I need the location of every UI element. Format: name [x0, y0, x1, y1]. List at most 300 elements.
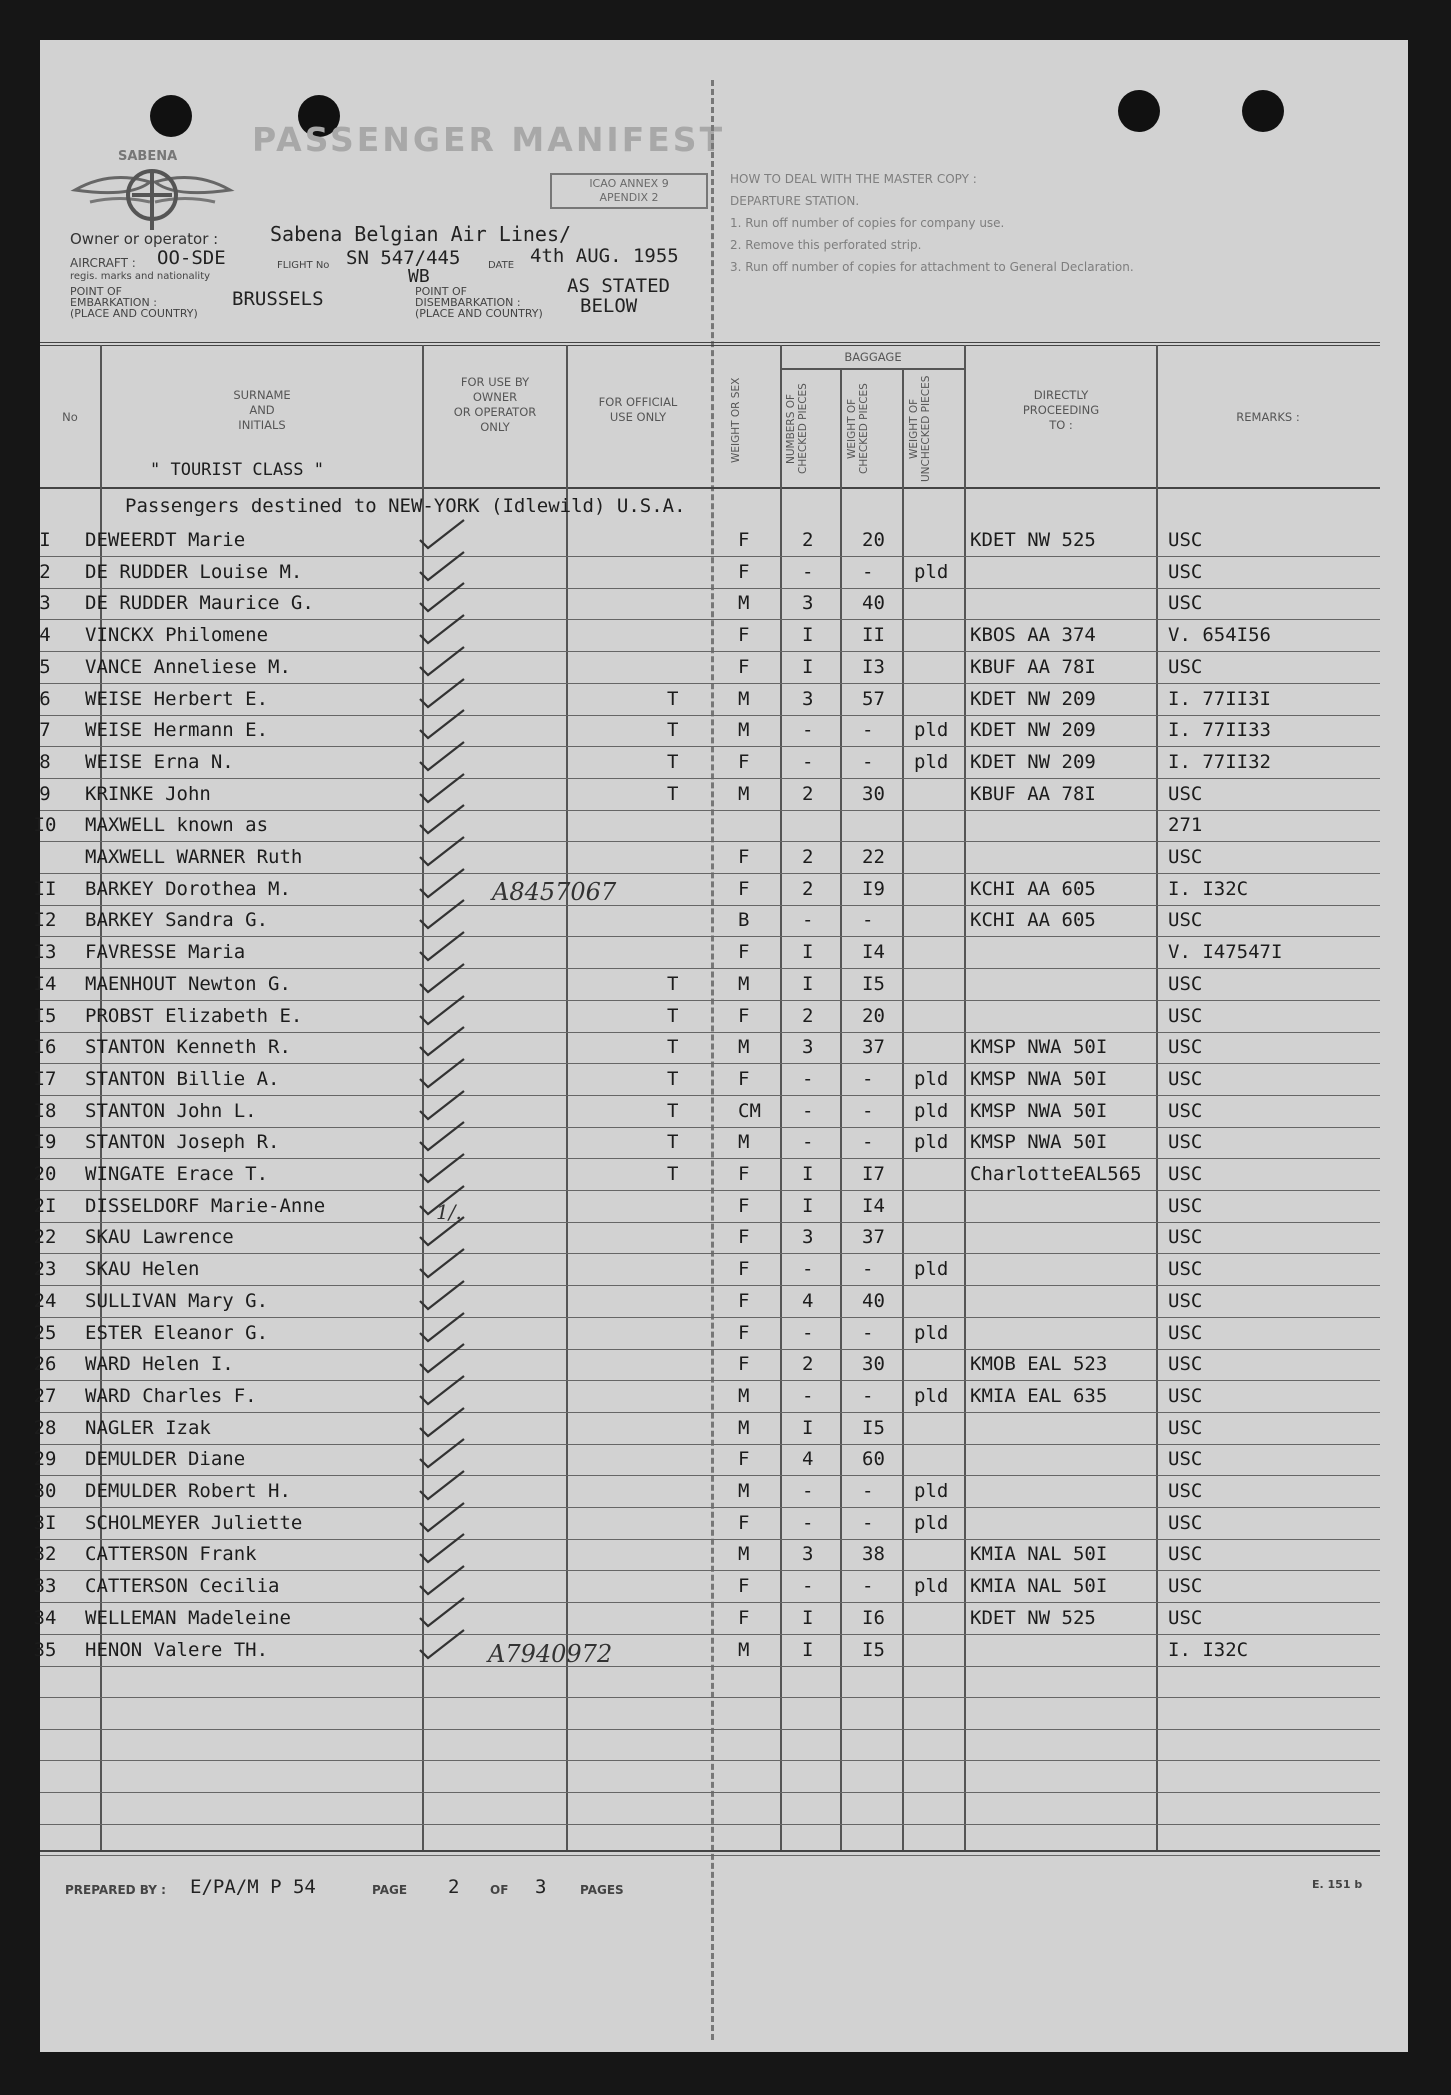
header-unchecked-weight: WEIGHT OF UNCHECKED PIECES [908, 375, 932, 483]
prepared-by-value: E/PA/M P 54 [190, 1876, 316, 1898]
remarks-value: I. I32C [1168, 877, 1249, 900]
remarks-value: USC [1168, 1194, 1203, 1217]
connection-value: CharlotteEAL565 [970, 1163, 1142, 1185]
punch-hole [1242, 90, 1284, 132]
table-row [33, 1095, 1380, 1128]
table-row [33, 1126, 1380, 1159]
check-mark-icon [412, 1501, 482, 1535]
sex-value: M [738, 1638, 750, 1661]
check-mark-icon [412, 550, 482, 584]
remarks-value: USC [1168, 1099, 1203, 1122]
passenger-name: WARD Charles F. [85, 1384, 257, 1407]
tourist-mark: T [667, 1036, 679, 1059]
tourist-mark: T [667, 972, 679, 995]
check-mark-icon [412, 1279, 482, 1313]
remarks-value: USC [1168, 1416, 1203, 1439]
header-bottom-rule [40, 487, 1380, 489]
check-mark-icon [412, 1152, 482, 1186]
check-mark-icon [412, 835, 482, 869]
handwritten-note: A8457067 [492, 878, 617, 906]
table-row [33, 968, 1380, 1001]
row-number: I8 [33, 1099, 57, 1122]
table-row [33, 1443, 1380, 1476]
unchecked-weight-value: pld [914, 1511, 949, 1534]
instruction-line: 3. Run off number of copies for attachment to General Declaration. [730, 260, 1134, 274]
connection-value: KMSP NWA 50I [970, 1067, 1108, 1090]
row-number: 20 [33, 1163, 57, 1185]
destination-line: Passengers destined to NEW-YORK (Idlewild) U.S.A. [125, 495, 686, 517]
check-mark-icon [412, 1628, 482, 1662]
sex-value: M [738, 1543, 750, 1566]
remarks-value: USC [1168, 1480, 1203, 1502]
unchecked-weight-value: pld [914, 1131, 949, 1154]
checked-pieces-value: - [802, 1575, 814, 1598]
empty-table-row [40, 1760, 1380, 1793]
table-row [33, 1634, 1380, 1667]
checked-weight-value: - [862, 1480, 874, 1502]
connection-value: KMSP NWA 50I [970, 1036, 1108, 1059]
table-row [33, 1158, 1380, 1191]
check-mark-icon [412, 1437, 482, 1471]
remarks-value: I. I32C [1168, 1638, 1249, 1661]
unchecked-weight-value: pld [914, 1575, 949, 1598]
table-row [33, 1380, 1380, 1413]
row-number: I9 [33, 1131, 57, 1154]
check-mark-icon [412, 1374, 482, 1408]
check-mark-icon [412, 1247, 482, 1281]
checked-weight-value: II [862, 624, 885, 647]
tourist-mark: T [667, 687, 679, 710]
connection-value: KDET NW 525 [970, 529, 1096, 551]
passenger-name: MAXWELL known as [85, 814, 269, 837]
table-row [33, 1602, 1380, 1635]
sex-value: M [738, 1036, 750, 1059]
checked-weight-value: 30 [862, 782, 885, 805]
checked-weight-value: - [862, 560, 874, 583]
sex-value: F [738, 1194, 750, 1217]
page-label: PAGE [372, 1883, 408, 1897]
aircraft-sublabel: regis. marks and nationality [70, 271, 211, 282]
checked-pieces-value: 2 [802, 846, 814, 868]
checked-weight-value: - [862, 1575, 874, 1598]
checked-weight-value: I5 [862, 1638, 885, 1661]
connection-value: KMIA EAL 635 [970, 1384, 1108, 1407]
remarks-value: USC [1168, 1163, 1203, 1185]
check-mark-icon [412, 1596, 482, 1630]
icao-annex: ICAO ANNEX 9 [589, 177, 669, 190]
remarks-value: V. I47547I [1168, 941, 1283, 964]
sex-value: M [738, 1131, 750, 1154]
sex-value: F [738, 1511, 750, 1534]
row-number: 33 [33, 1575, 57, 1598]
table-row [40, 778, 1380, 811]
table-row [40, 714, 1380, 747]
checked-weight-value: - [862, 1131, 874, 1154]
checked-weight-value: 40 [862, 592, 885, 615]
sex-value: F [738, 655, 750, 678]
connection-value: KMSP NWA 50I [970, 1099, 1108, 1122]
manifest-sheet [33, 40, 1408, 2052]
row-number: I3 [33, 941, 57, 964]
unchecked-weight-value: pld [914, 560, 949, 583]
passenger-name: SKAU Lawrence [85, 1226, 234, 1249]
sex-value: F [738, 877, 750, 900]
passenger-name: KRINKE John [85, 782, 211, 805]
tourist-mark: T [667, 1004, 679, 1027]
tourist-mark: T [667, 719, 679, 742]
date-value: 4th AUG. 1955 [530, 245, 679, 267]
checked-weight-value: 20 [862, 529, 885, 551]
checked-pieces-value: I [802, 1638, 814, 1661]
remarks-value: USC [1168, 1036, 1203, 1059]
checked-pieces-value: - [802, 560, 814, 583]
row-number: I7 [33, 1067, 57, 1090]
empty-table-row [40, 1792, 1380, 1825]
connection-value: KDET NW 209 [970, 750, 1096, 773]
passenger-name: SKAU Helen [85, 1258, 200, 1281]
passenger-name: VANCE Anneliese M. [85, 655, 291, 678]
connection-value: KMIA NAL 50I [970, 1543, 1108, 1566]
table-row [33, 1190, 1380, 1223]
unchecked-weight-value: pld [914, 1067, 949, 1090]
passenger-name: DE RUDDER Maurice G. [85, 592, 314, 615]
checked-pieces-value: - [802, 1099, 814, 1122]
tourist-mark: T [667, 1163, 679, 1185]
row-number: 34 [33, 1606, 57, 1629]
table-row [33, 873, 1380, 906]
row-number: 28 [33, 1416, 57, 1439]
sex-value: F [738, 1606, 750, 1629]
document-title: PASSENGER MANIFEST [252, 120, 726, 159]
table-row [40, 651, 1380, 684]
checked-weight-value: I4 [862, 941, 885, 964]
header-no: No [62, 410, 78, 424]
checked-pieces-value: 4 [802, 1289, 814, 1312]
passenger-name: WELLEMAN Madeleine [85, 1606, 291, 1629]
remarks-value: USC [1168, 909, 1203, 932]
disembarkation-label: DISEMBARKATION : [415, 296, 521, 309]
checked-pieces-value: I [802, 655, 814, 678]
header-remarks: REMARKS : [1236, 410, 1300, 424]
table-row [40, 587, 1380, 620]
table-row [33, 904, 1380, 937]
tourist-mark: T [667, 1067, 679, 1090]
checked-pieces-value: I [802, 1194, 814, 1217]
row-number: 2 [39, 560, 51, 583]
connection-value: KBUF AA 78I [970, 782, 1096, 805]
checked-pieces-value: 4 [802, 1448, 814, 1471]
checked-weight-value: 37 [862, 1036, 885, 1059]
handwritten-note: A7940972 [488, 1640, 613, 1668]
passenger-name: STANTON Kenneth R. [85, 1036, 291, 1059]
row-number: 9 [39, 782, 51, 805]
table-row [33, 809, 1380, 842]
sex-value: CM [738, 1099, 761, 1122]
passenger-name: HENON Valere TH. [85, 1638, 269, 1661]
checked-pieces-value: - [802, 909, 814, 932]
sex-value: M [738, 1416, 750, 1439]
checked-pieces-value: - [802, 1511, 814, 1534]
remarks-value: I. 77II32 [1168, 750, 1271, 773]
table-row [33, 1285, 1380, 1318]
connection-value: KDET NW 209 [970, 719, 1096, 742]
of-value: 3 [535, 1876, 547, 1898]
empty-table-row [40, 1665, 1380, 1698]
row-number: 22 [33, 1226, 57, 1249]
passenger-name: CATTERSON Frank [85, 1543, 257, 1566]
empty-table-row [40, 1729, 1380, 1762]
checked-weight-value: - [862, 1067, 874, 1090]
table-row [33, 1031, 1380, 1064]
passenger-name: BARKEY Sandra G. [85, 909, 269, 932]
instruction-line: 1. Run off number of copies for company use. [730, 216, 1005, 230]
table-top-rule [40, 342, 1380, 346]
check-mark-icon [412, 1469, 482, 1503]
embarkation-label: (PLACE AND COUNTRY) [70, 307, 198, 320]
pages-label: PAGES [580, 1883, 624, 1897]
disembarkation-value: BELOW [580, 295, 638, 317]
checked-pieces-value: I [802, 624, 814, 647]
passenger-name: STANTON Joseph R. [85, 1131, 280, 1154]
checked-weight-value: - [862, 1258, 874, 1281]
check-mark-icon [412, 1406, 482, 1440]
sex-value: F [738, 1258, 750, 1281]
check-mark-icon [412, 867, 482, 901]
check-mark-icon [412, 898, 482, 932]
check-mark-icon [412, 708, 482, 742]
check-mark-icon [412, 994, 482, 1028]
table-row [40, 841, 1380, 874]
sex-value: M [738, 782, 750, 805]
passenger-name: MAXWELL WARNER Ruth [85, 846, 303, 868]
checked-pieces-value: I [802, 941, 814, 964]
checked-weight-value: - [862, 1511, 874, 1534]
handwritten-note: 1/. [436, 1200, 462, 1224]
flight-value: SN 547/445 [346, 247, 461, 269]
icao-reference [550, 173, 708, 209]
header-surname: SURNAME AND INITIALS [233, 388, 291, 432]
row-number: 6 [39, 687, 51, 710]
passenger-name: WEISE Herbert E. [85, 687, 269, 710]
passenger-name: BARKEY Dorothea M. [85, 877, 291, 900]
sex-value: F [738, 560, 750, 583]
checked-weight-value: I5 [862, 972, 885, 995]
check-mark-icon [412, 1532, 482, 1566]
connection-value: KDET NW 209 [970, 687, 1096, 710]
disembarkation-label: (PLACE AND COUNTRY) [415, 307, 543, 320]
remarks-value: USC [1168, 782, 1203, 805]
row-number: I4 [33, 972, 57, 995]
owner-value: Sabena Belgian Air Lines/ [270, 222, 572, 246]
checked-weight-value: 30 [862, 1353, 885, 1376]
checked-weight-value: - [862, 1099, 874, 1122]
row-number: I6 [33, 1036, 57, 1059]
sex-value: M [738, 592, 750, 615]
remarks-value: USC [1168, 655, 1203, 678]
table-row [33, 1570, 1380, 1603]
check-mark-icon [412, 677, 482, 711]
remarks-value: USC [1168, 1511, 1203, 1534]
passenger-name: CATTERSON Cecilia [85, 1575, 280, 1598]
check-mark-icon [412, 645, 482, 679]
sex-value: F [738, 1321, 750, 1344]
checked-weight-value: - [862, 750, 874, 773]
row-number: I [39, 529, 51, 551]
passenger-name: DEMULDER Robert H. [85, 1480, 291, 1502]
connection-value: KCHI AA 605 [970, 877, 1096, 900]
instruction-line: 2. Remove this perforated strip. [730, 238, 922, 252]
header-checked-weight: WEIGHT OF CHECKED PIECES [846, 383, 870, 475]
sex-value: B [738, 909, 750, 932]
passenger-name: SCHOLMEYER Juliette [85, 1511, 303, 1534]
checked-weight-value: - [862, 1321, 874, 1344]
unchecked-weight-value: pld [914, 1384, 949, 1407]
checked-weight-value: 60 [862, 1448, 885, 1471]
check-mark-icon [412, 1311, 482, 1345]
check-mark-icon [412, 1120, 482, 1154]
table-row [33, 1412, 1380, 1445]
passenger-name: WINGATE Erace T. [85, 1163, 269, 1185]
checked-weight-value: - [862, 719, 874, 742]
checked-pieces-value: 3 [802, 1226, 814, 1249]
sex-value: F [738, 529, 750, 551]
sex-value: M [738, 719, 750, 742]
row-number: 29 [33, 1448, 57, 1471]
table-row [33, 1317, 1380, 1350]
remarks-value: USC [1168, 1131, 1203, 1154]
check-mark-icon [412, 1342, 482, 1376]
of-label: OF [490, 1883, 509, 1897]
row-number: 23 [33, 1258, 57, 1281]
sex-value: F [738, 1353, 750, 1376]
passenger-name: PROBST Elizabeth E. [85, 1004, 303, 1027]
passenger-name: DEWEERDT Marie [85, 529, 246, 551]
punch-hole [150, 95, 192, 137]
checked-weight-value: 22 [862, 846, 885, 868]
check-mark-icon [412, 1089, 482, 1123]
remarks-value: USC [1168, 560, 1203, 583]
remarks-value: USC [1168, 1067, 1203, 1090]
checked-pieces-value: 3 [802, 1543, 814, 1566]
row-number: 5 [39, 655, 51, 678]
sex-value: M [738, 972, 750, 995]
header-weight-sex: WEIGHT OR SEX [730, 377, 742, 464]
remarks-value: USC [1168, 1004, 1203, 1027]
check-mark-icon [412, 962, 482, 996]
checked-pieces-value: - [802, 1131, 814, 1154]
disembarkation-value: AS STATED [567, 275, 670, 297]
table-row [33, 1063, 1380, 1096]
tourist-mark: T [667, 1099, 679, 1122]
check-mark-icon [412, 1057, 482, 1091]
passenger-name: DEMULDER Diane [85, 1448, 246, 1471]
checked-pieces-value: I [802, 1163, 814, 1185]
remarks-value: I. 77II3I [1168, 687, 1271, 710]
checked-pieces-value: - [802, 719, 814, 742]
checked-pieces-value: - [802, 1480, 814, 1502]
unchecked-weight-value: pld [914, 1321, 949, 1344]
unchecked-weight-value: pld [914, 719, 949, 742]
passenger-name: DISSELDORF Marie-Anne [85, 1194, 326, 1217]
passenger-name: SULLIVAN Mary G. [85, 1289, 269, 1312]
checked-pieces-value: 3 [802, 687, 814, 710]
checked-pieces-value: I [802, 1416, 814, 1439]
table-row [33, 1475, 1380, 1508]
row-number: 4 [39, 624, 51, 647]
connection-value: KBOS AA 374 [970, 624, 1096, 647]
sex-value: F [738, 941, 750, 964]
checked-weight-value: I5 [862, 1416, 885, 1439]
row-number: 2I [33, 1194, 57, 1217]
remarks-value: USC [1168, 1353, 1203, 1376]
row-number: I5 [33, 1004, 57, 1027]
header-checked-pieces: NUMBERS OF CHECKED PIECES [785, 383, 809, 475]
aircraft-label: AIRCRAFT : [70, 256, 136, 270]
remarks-value: USC [1168, 1321, 1203, 1344]
disembarkation-label: POINT OF [415, 285, 467, 298]
table-row [33, 1348, 1380, 1381]
tourist-mark: T [667, 782, 679, 805]
passenger-name: ESTER Eleanor G. [85, 1321, 269, 1344]
check-mark-icon [412, 740, 482, 774]
row-number: 8 [39, 750, 51, 773]
connection-value: KMSP NWA 50I [970, 1131, 1108, 1154]
aircraft-value: OO-SDE [157, 247, 226, 269]
sex-value: M [738, 1384, 750, 1407]
row-number: 32 [33, 1543, 57, 1566]
row-number: 35 [33, 1638, 57, 1661]
sex-value: F [738, 750, 750, 773]
checked-weight-value: 57 [862, 687, 885, 710]
baggage-rule [782, 368, 964, 370]
page-value: 2 [448, 1876, 460, 1898]
row-number: 24 [33, 1289, 57, 1312]
remarks-value: USC [1168, 1384, 1203, 1407]
remarks-value: USC [1168, 972, 1203, 995]
checked-pieces-value: - [802, 750, 814, 773]
check-mark-icon [412, 1025, 482, 1059]
row-number: 30 [33, 1480, 57, 1502]
sex-value: F [738, 1004, 750, 1027]
connection-value: KCHI AA 605 [970, 909, 1096, 932]
remarks-value: USC [1168, 1258, 1203, 1281]
date-label: DATE [488, 260, 515, 271]
checked-weight-value: I7 [862, 1163, 885, 1185]
svg-text:SABENA: SABENA [118, 149, 178, 164]
check-mark-icon [412, 518, 482, 552]
table-row [40, 683, 1380, 716]
checked-weight-value: 20 [862, 1004, 885, 1027]
checked-weight-value: - [862, 1384, 874, 1407]
sex-value: F [738, 1067, 750, 1090]
checked-weight-value: - [862, 909, 874, 932]
header-proceeding: DIRECTLY PROCEEDING TO : [1022, 388, 1100, 432]
embarkation-label: POINT OF [70, 285, 122, 298]
check-mark-icon [412, 613, 482, 647]
remarks-value: V. 654I56 [1168, 624, 1271, 647]
passenger-name: DE RUDDER Louise M. [85, 560, 303, 583]
passenger-name: WEISE Hermann E. [85, 719, 269, 742]
unchecked-weight-value: pld [914, 1099, 949, 1122]
checked-weight-value: I4 [862, 1194, 885, 1217]
remarks-value: USC [1168, 592, 1203, 615]
flight-label: FLIGHT No [277, 260, 330, 271]
checked-weight-value: 40 [862, 1289, 885, 1312]
checked-weight-value: 38 [862, 1543, 885, 1566]
passenger-name: FAVRESSE Maria [85, 941, 246, 964]
checked-pieces-value: I [802, 1606, 814, 1629]
copy-instructions [730, 168, 1134, 278]
